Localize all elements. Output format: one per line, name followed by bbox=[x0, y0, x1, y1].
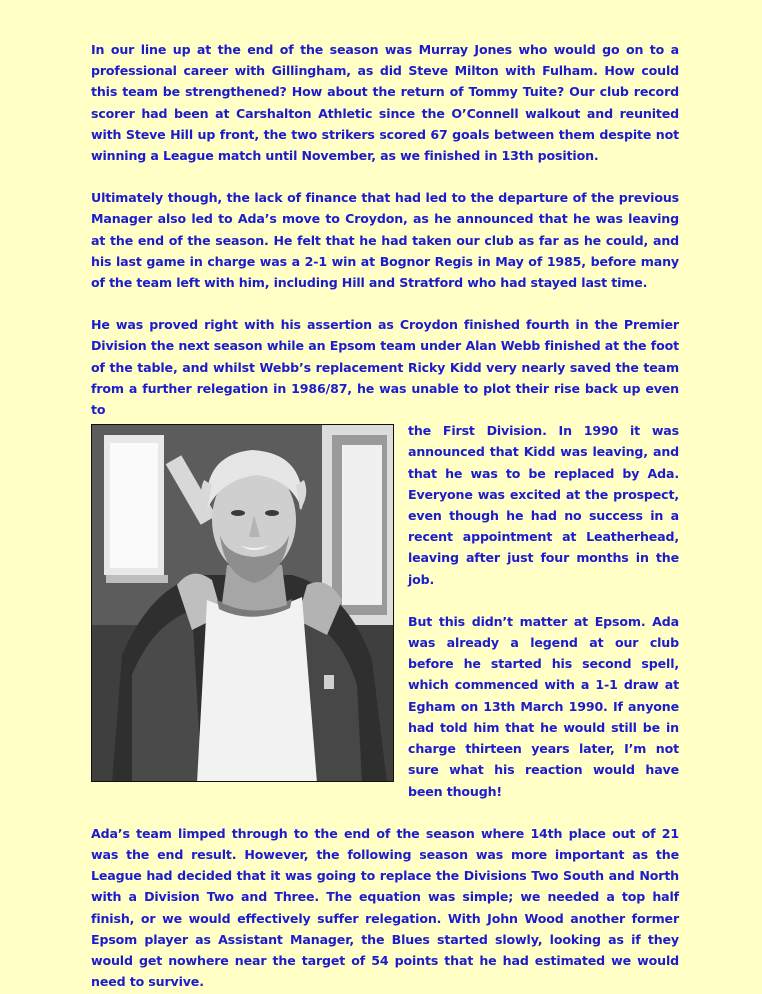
paragraph-3: He was proved right with his assertion as Croydon finished fourth in the Premier Division the next season while an Epsom team under Alan Webb finished at the foot of the table, and whilst Webb’s replacement Ricky Kidd very nearly saved the team from a further relegation in 1986/87, he was unable to plot their rise back up even to bbox=[91, 317, 679, 418]
paragraph-2: Ultimately though, the lack of finance that had led to the departure of the previous Manager also led to Ada’s move to Croydon, as he announced that he was leaving at the end of the season. He felt that he had taken our club as far as he could, and his last game in charge was a 2-1 win at Bognor Regis in May of 1985, before many of the team left with him, including Hill and Stratford who had stayed last time. bbox=[91, 190, 679, 291]
paragraph-5: Ada’s team limped through to the end of the season where 14th place out of 21 was the end result. However, the following season was more important as the League had decided that it was going to replace the Divisions Two South and North with a Division Two and Three. The equation was simple; we needed a top half finish, or we would effectively suffer relegation. With John Wood another former Epsom player as Assistant Manager, the Blues started slowly, looking as if they would get nowhere near the target of 54 points that he had estimated we would need to survive. bbox=[91, 825, 679, 990]
paragraph-4: But this didn’t matter at Epsom. Ada was already a legend at our club before he started his second spell, which commenced with a 1-1 draw at Egham on 13th March 1990. If anyone had told him that he would still be in charge thirteen years later, I’m not sure what his reaction would have been though! bbox=[408, 613, 679, 799]
paragraph-1: In our line up at the end of the season was Murray Jones who would go on to a professional career with Gillingham, as did Steve Milton with Fulham. How could this team be strengthened? How about the return of Tommy Tuite? Our club record scorer had been at Carshalton Athletic since the O’Connell walkout and reunited with Steve Hill up front, the two strikers scored 67 goals between them despite not winning a League match until November, as we finished in 13th position. bbox=[91, 42, 679, 164]
paragraph-3-continued: the First Division. In 1990 it was announced that Kidd was leaving, and that he was to be replaced by Ada. Everyone was excited at the prospect, even though he had no success in a recent appointment at Leatherhead, leaving after just four months in the job. bbox=[408, 423, 679, 587]
man-portrait-photo bbox=[91, 424, 394, 782]
